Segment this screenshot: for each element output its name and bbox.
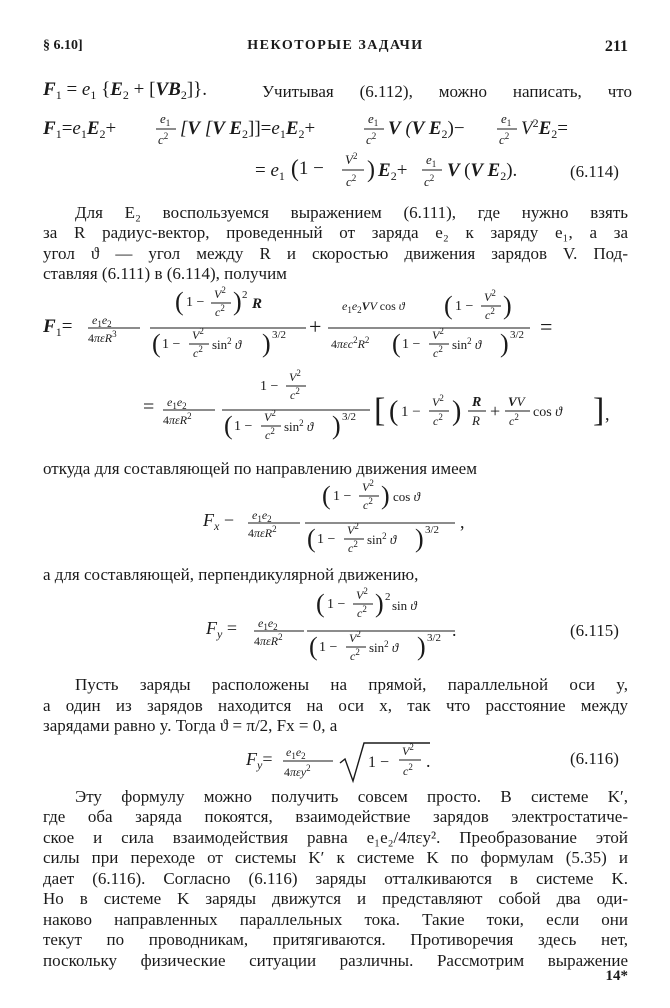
running-title: НЕКОТОРЫЕ ЗАДАЧИ bbox=[247, 38, 424, 53]
svg-text:): ) bbox=[233, 287, 242, 316]
svg-text:c2: $c^2$ bbox=[350, 647, 360, 663]
svg-text:e1: $e_1$ bbox=[501, 111, 512, 128]
equation-expansion-1-svg bbox=[0, 110, 670, 150]
svg-text:1 −: 1 − bbox=[401, 404, 421, 420]
svg-text:2: 2 bbox=[242, 289, 248, 301]
svg-text:.: . bbox=[452, 620, 457, 640]
page-header bbox=[43, 38, 628, 60]
svg-text:VV: VV bbox=[508, 394, 525, 409]
svg-text:sin2 ϑ: $\sin^2 ϑ$ bbox=[452, 336, 482, 352]
equation-force-combined bbox=[0, 368, 670, 442]
svg-text:c2: $c^2$ bbox=[158, 131, 169, 147]
paragraph-5-line-4: силы при переходе от системы K′ к системе K по формулам (5.35) и bbox=[43, 848, 628, 867]
paragraph-5-line-3: ское и сила взаимодействия равна e₁e₂/4πεy². Преобразование этой bbox=[43, 828, 628, 847]
svg-text:(: ( bbox=[152, 329, 161, 358]
svg-text:): ) bbox=[415, 524, 424, 553]
paragraph-1-line-1: Для E₂ воспользуемся выражением (6.111), где нужно взять bbox=[75, 203, 628, 222]
svg-text:1 −: 1 − bbox=[455, 299, 474, 314]
equation-fy bbox=[0, 586, 670, 663]
svg-text:1 −: 1 − bbox=[319, 640, 338, 655]
svg-text:1 −: 1 − bbox=[234, 419, 253, 434]
svg-text:cos ϑ: cos ϑ bbox=[533, 405, 563, 420]
equation-fx bbox=[0, 478, 670, 555]
equation-force-general-svg bbox=[0, 285, 670, 360]
paragraph-4-line-3: зарядами равно y. Тогда ϑ = π/2, Fx = 0, а bbox=[43, 716, 338, 735]
svg-text:V (V E2).: V (V $E_2$). bbox=[447, 160, 518, 183]
svg-text:c2: $c^2$ bbox=[215, 303, 225, 319]
svg-text:F1 = e1 {E2 + [VB2]}.: $F_1 = e_1$ $\{E_2 + [VB_2]\}$. bbox=[43, 79, 208, 102]
svg-text:c2: $c^2$ bbox=[499, 131, 510, 147]
svg-text:Fy =: $F_y$ = bbox=[206, 618, 237, 641]
svg-text:.: . bbox=[426, 751, 431, 771]
svg-text:V2: $V^2$ bbox=[432, 326, 444, 342]
svg-text:e1e2: $e_1e_2$ bbox=[92, 313, 112, 329]
svg-text:V2: $V^2$ bbox=[289, 368, 301, 384]
svg-text:1 −: 1 − bbox=[186, 295, 205, 310]
svg-text:c2: $c^2$ bbox=[433, 344, 443, 360]
page-number: 211 bbox=[604, 38, 628, 55]
equation-force-general bbox=[0, 285, 670, 360]
svg-text:4πεy2: 4πεy$^2$ bbox=[284, 763, 311, 779]
svg-text:c2: $c^2$ bbox=[366, 131, 377, 147]
svg-text:V2: $V^2$ bbox=[347, 521, 359, 537]
equation-expansion-1 bbox=[0, 110, 670, 147]
svg-text:(: ( bbox=[444, 291, 453, 320]
svg-text:3/2: 3/2 bbox=[342, 411, 357, 423]
svg-text:cos ϑ: cos ϑ bbox=[393, 489, 420, 504]
svg-text:c2: $c^2$ bbox=[509, 412, 519, 428]
svg-text:(: ( bbox=[389, 396, 399, 427]
svg-text:): ) bbox=[367, 157, 375, 183]
svg-text:): ) bbox=[452, 396, 462, 427]
equation-force-definition bbox=[0, 72, 670, 102]
svg-text:1 −: 1 − bbox=[317, 532, 336, 547]
svg-text:Fy=: $F_y=$ bbox=[246, 749, 273, 772]
svg-text:sin2 ϑ: $\sin^2 ϑ$ bbox=[367, 531, 397, 547]
svg-text:c2: $c^2$ bbox=[424, 173, 435, 189]
paragraph-1-line-3: угол ϑ — угол между R и скоростью движения зарядов V. Под- bbox=[43, 244, 628, 263]
svg-text:c2: $c^2$ bbox=[363, 496, 373, 512]
svg-text:e1: $e_1$ bbox=[368, 111, 379, 128]
svg-text:c2: $c^2$ bbox=[346, 173, 357, 189]
svg-text:2: 2 bbox=[385, 591, 391, 603]
svg-text:4πεR2: 4πεR$^2$ bbox=[163, 411, 192, 427]
equation-expansion-2 bbox=[0, 150, 670, 189]
svg-text:V (V E2)−: V (V $E_2)-$ bbox=[388, 118, 465, 141]
svg-text:V2: $V^2$ bbox=[362, 478, 374, 494]
svg-text:3/2: 3/2 bbox=[427, 632, 442, 644]
svg-text:(: ( bbox=[307, 524, 316, 553]
svg-text:=: = bbox=[143, 396, 155, 418]
svg-text:sin ϑ: sin ϑ bbox=[392, 598, 417, 613]
svg-text:4πεR3: 4πεR$^3$ bbox=[88, 329, 117, 345]
paragraph-5-line-2: где оба заряда покоятся, взаимодействие зарядов электростатиче- bbox=[43, 807, 628, 826]
svg-text:1 −: 1 − bbox=[333, 489, 352, 504]
svg-text:+: + bbox=[490, 401, 501, 421]
svg-text:e1e2: $e_1e_2$ bbox=[167, 395, 187, 411]
svg-text:): ) bbox=[262, 329, 271, 358]
svg-text:= e1 (1 −: = $e_1$ (1 − bbox=[255, 156, 324, 183]
paragraph-5-line-1: Эту формулу можно получить совсем просто. В системе K′, bbox=[75, 787, 628, 806]
svg-text:e1: $e_1$ bbox=[160, 111, 171, 128]
svg-text:sin2 ϑ: $\sin^2 ϑ$ bbox=[369, 639, 399, 655]
svg-text:c2: $c^2$ bbox=[403, 762, 413, 778]
svg-text:[V [V E2]]=e1E2+: [V [V $E_2]]=e_1E_2+$ bbox=[180, 118, 316, 141]
svg-text:V2: $V^2$ bbox=[356, 586, 368, 602]
svg-text:(: ( bbox=[175, 287, 184, 316]
svg-text:V2: $V^2$ bbox=[349, 629, 361, 645]
svg-text:F1=e1E2+: $F_1=e_1E_2+$ bbox=[43, 118, 117, 141]
svg-text:]: ] bbox=[593, 392, 605, 429]
svg-text:(: ( bbox=[316, 589, 325, 618]
svg-text:V2E2=: $V^2E_2=$ bbox=[521, 116, 569, 141]
svg-text:V2: $V^2$ bbox=[402, 742, 414, 758]
equation-number-6-115: (6.115) bbox=[570, 621, 619, 640]
svg-text:c2: $c^2$ bbox=[193, 344, 203, 360]
paragraph-4-line-1: Пусть заряды расположены на прямой, параллельной оси y, bbox=[75, 675, 628, 694]
equation-fy-special bbox=[0, 737, 670, 779]
svg-text:3/2: 3/2 bbox=[272, 329, 287, 341]
svg-text:sin2 ϑ: $\sin^2 ϑ$ bbox=[284, 418, 314, 434]
svg-text:=: = bbox=[540, 314, 553, 339]
svg-text:(: ( bbox=[224, 411, 233, 440]
svg-text:): ) bbox=[500, 329, 509, 358]
svg-text:e1e2VV cos ϑ: $e_1e_2VV$ cos ϑ bbox=[342, 299, 405, 315]
svg-text:): ) bbox=[381, 481, 390, 510]
section-reference: § 6.10] bbox=[43, 38, 83, 53]
svg-text:[: [ bbox=[374, 392, 386, 429]
svg-text:(: ( bbox=[322, 481, 331, 510]
svg-text:Fx −: $F_x$ − bbox=[203, 510, 234, 533]
paragraph-1-line-4: ставляя (6.111) в (6.114), получим bbox=[43, 264, 287, 283]
paragraph-2: откуда для составляющей по направлению движения имеем bbox=[43, 459, 477, 478]
svg-text:e1: $e_1$ bbox=[426, 152, 437, 169]
paragraph-5-line-8: текут по проводникам, притягиваются. Противоречия здесь нет, bbox=[43, 930, 628, 949]
svg-text:e1e2: $e_1e_2$ bbox=[286, 745, 306, 761]
svg-text:): ) bbox=[503, 291, 512, 320]
paragraph-1-line-2: за R радиус-вектор, проведенный от заряда e₂ к заряду e₁, а за bbox=[43, 223, 628, 242]
svg-text:R: R bbox=[252, 296, 263, 312]
signature-mark: 14* bbox=[605, 968, 628, 984]
svg-text:V2: $V^2$ bbox=[484, 288, 496, 304]
svg-text:1 −: 1 − bbox=[368, 754, 390, 771]
svg-text:3/2: 3/2 bbox=[510, 329, 525, 341]
svg-text:4πεc2R2: $4\pi\varepsilon c^2R^2$ bbox=[331, 335, 370, 351]
paragraph-5-line-5: дает (6.116). Согласно (6.116) заряды отталкиваются в системе K. bbox=[43, 869, 628, 888]
paragraph-5-line-9: поскольку физические ситуации различны. Рассмотрим выражение bbox=[43, 951, 628, 970]
svg-text:V2: $V^2$ bbox=[264, 408, 276, 424]
svg-text:1 −: 1 − bbox=[162, 337, 181, 352]
paragraph-3: а для составляющей, перпендикулярной движению, bbox=[43, 565, 419, 584]
svg-text:R: R bbox=[472, 395, 482, 410]
equation-fx-svg bbox=[0, 478, 670, 558]
svg-text:(: ( bbox=[309, 632, 318, 661]
svg-text:,: , bbox=[605, 404, 610, 424]
equation-number-6-114: (6.114) bbox=[570, 162, 619, 181]
svg-text:1 −: 1 − bbox=[327, 597, 346, 612]
svg-text:c2: $c^2$ bbox=[485, 306, 495, 322]
svg-text:1 −: 1 − bbox=[402, 337, 421, 352]
svg-text:e1e2: $e_1e_2$ bbox=[252, 508, 272, 524]
svg-text:e1e2: $e_1e_2$ bbox=[258, 616, 278, 632]
svg-text:): ) bbox=[375, 589, 384, 618]
svg-text:): ) bbox=[417, 632, 426, 661]
svg-text:F1=: $F_1=$ bbox=[43, 316, 73, 339]
equation-number-6-116: (6.116) bbox=[570, 749, 619, 768]
svg-text:,: , bbox=[460, 512, 465, 532]
svg-text:sin2 ϑ: $\sin^2 ϑ$ bbox=[212, 336, 242, 352]
svg-text:+: + bbox=[309, 314, 322, 339]
svg-text:3/2: 3/2 bbox=[425, 524, 440, 536]
paragraph-5-line-6: Но в системе K заряды движутся и представляют собой два оди- bbox=[43, 889, 628, 908]
paragraph-4-line-2: а один из зарядов находится на оси x, так что расстояние между bbox=[43, 696, 628, 715]
svg-text:c2: $c^2$ bbox=[348, 539, 358, 555]
svg-text:R: R bbox=[472, 413, 480, 428]
equation-force-combined-svg bbox=[0, 368, 670, 448]
svg-text:4πεR2: 4πεR$^2$ bbox=[254, 632, 283, 648]
svg-text:c2: $c^2$ bbox=[433, 412, 443, 428]
svg-text:(: ( bbox=[392, 329, 401, 358]
svg-text:E2+: $E_2+$ bbox=[378, 160, 408, 183]
svg-text:c2: $c^2$ bbox=[265, 426, 275, 442]
svg-text:4πεR2: 4πεR$^2$ bbox=[248, 524, 277, 540]
paragraph-5-line-7: наково направленных параллельных тока. Такие токи, если они bbox=[43, 910, 628, 929]
svg-text:1 −: 1 − bbox=[260, 379, 279, 394]
svg-text:V2: $V^2$ bbox=[192, 326, 204, 342]
svg-text:V2: $V^2$ bbox=[432, 393, 444, 409]
svg-text:c2: $c^2$ bbox=[290, 386, 300, 402]
svg-text:V2: $V^2$ bbox=[345, 151, 358, 167]
svg-text:V2: $V^2$ bbox=[214, 285, 226, 301]
intro-text: Учитывая (6.112), можно написать, что bbox=[262, 82, 632, 101]
svg-text:c2: $c^2$ bbox=[357, 604, 367, 620]
svg-text:): ) bbox=[332, 411, 341, 440]
